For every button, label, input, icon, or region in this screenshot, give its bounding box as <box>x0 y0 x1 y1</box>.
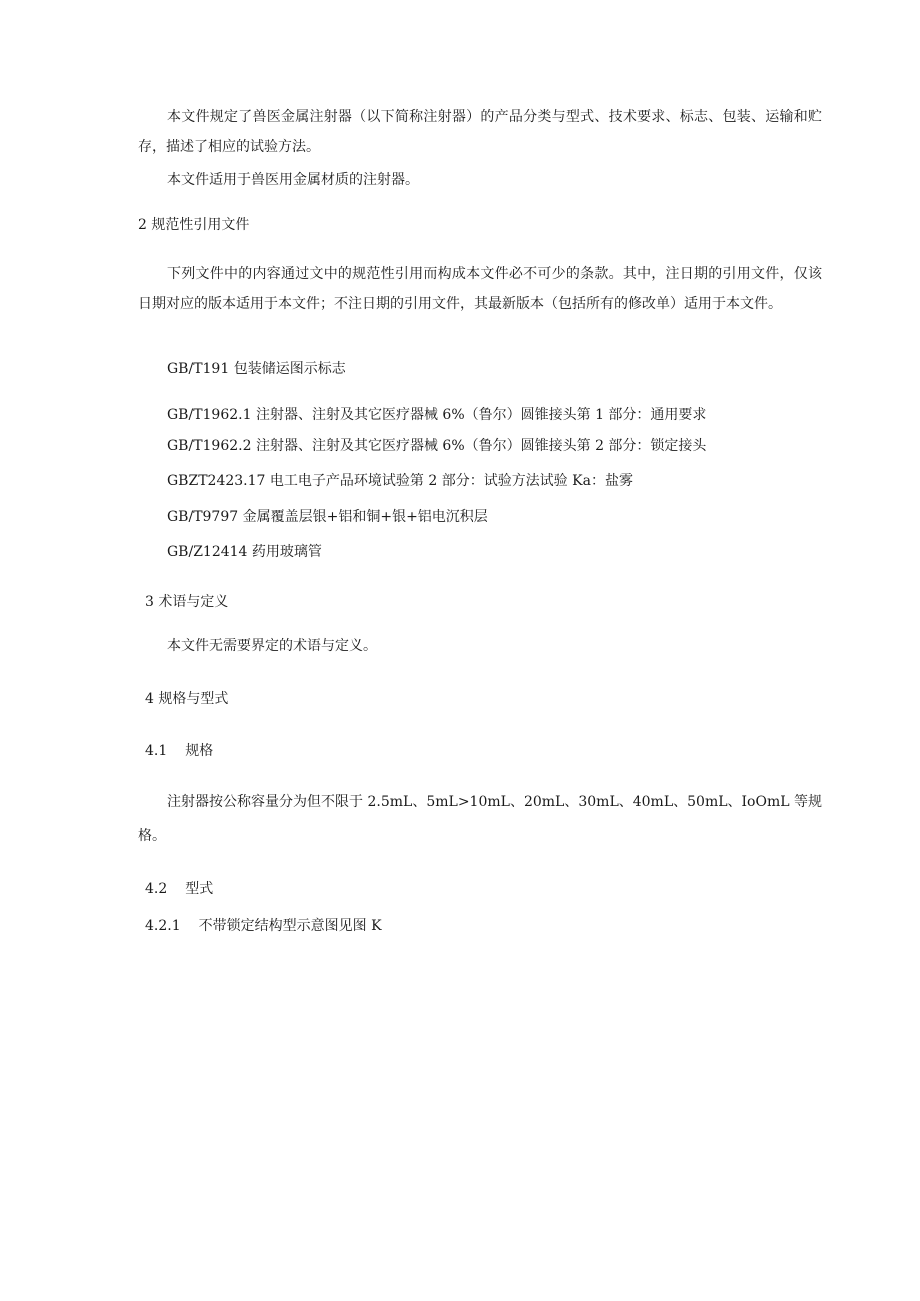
subsection-number: 4.2 <box>145 881 168 897</box>
reference-item: GB/T191 包装储运图示标志 <box>167 361 346 377</box>
scope-applicability-paragraph: 本文件适用于兽医用金属材质的注射器。 <box>167 172 419 188</box>
terms-paragraph: 本文件无需要界定的术语与定义。 <box>167 638 377 654</box>
reference-item: GBZT2423.17 电工电子产品环境试验第 2 部分：试验方法试验 Ka：盐雾 <box>167 473 633 489</box>
subsubsection-heading-type-unlocked <box>145 916 382 936</box>
section-heading-normative-references: 2 规范性引用文件 <box>138 217 250 233</box>
subsubsection-number: 4.2.1 <box>145 918 181 934</box>
subsection-title: 规格 <box>185 743 214 759</box>
subsection-title: 型式 <box>185 881 214 897</box>
subsection-heading-spec <box>145 741 213 761</box>
reference-item: GB/T1962.2 注射器、注射及其它医疗器械 6%（鲁尔）圆锥接头第 2 部分：锁定接头 <box>167 438 707 454</box>
reference-item: GB/T9797 金属覆盖层银+铝和铜+银+铝电沉积层 <box>167 509 488 525</box>
subsection-number: 4.1 <box>145 743 168 759</box>
reference-item: GB/T1962.1 注射器、注射及其它医疗器械 6%（鲁尔）圆锥接头第 1 部分：通用要求 <box>167 407 707 423</box>
subsection-heading-type <box>145 879 213 899</box>
normative-references-intro: 下列文件中的内容通过文中的规范性引用而构成本文件必不可少的条款。其中，注日期的引用文件，仅该日期对应的版本适用于本文件；不注日期的引用文件，其最新版本（包括所有的修改单）适用于本文件。 <box>138 266 822 312</box>
scope-paragraph: 本文件规定了兽医金属注射器（以下简称注射器）的产品分类与型式、技术要求、标志、包装、运输和贮存，描述了相应的试验方法。 <box>138 109 822 155</box>
section-heading-spec-type: 4 规格与型式 <box>145 691 229 707</box>
reference-item: GB/Z12414 药用玻璃管 <box>167 544 322 560</box>
subsubsection-title: 不带锁定结构型示意图见图 K <box>198 918 382 934</box>
section-heading-terms: 3 术语与定义 <box>145 594 229 610</box>
spec-paragraph: 注射器按公称容量分为但不限于 2.5mL、5mL>10mL、20mL、30mL、40mL、50mL、IoOmL 等规格。 <box>138 794 822 844</box>
